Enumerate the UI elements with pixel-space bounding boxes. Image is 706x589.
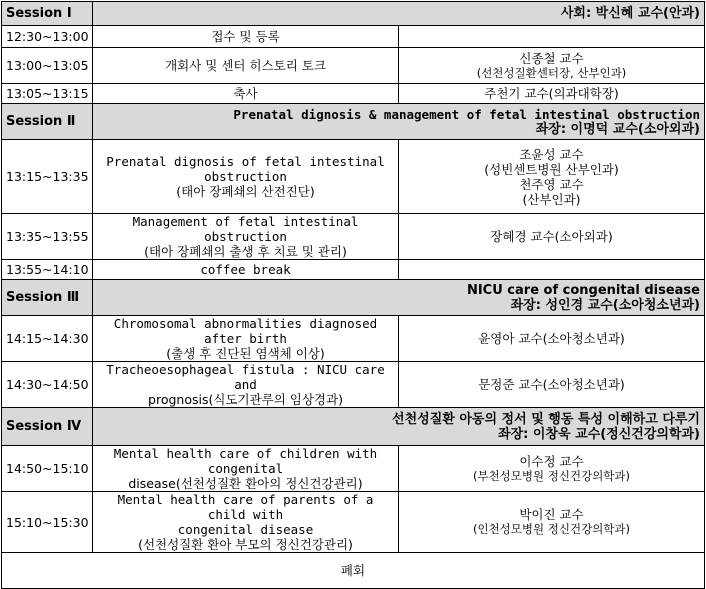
topic-line: prognosis(식도기관루의 임상경과) (148, 392, 343, 407)
row-time: 14:50~15:10 (2, 446, 93, 492)
row-topic (93, 446, 399, 492)
row-time: 13:00~13:05 (2, 48, 93, 84)
closing-label: 폐회 (2, 553, 705, 589)
row-topic: 접수 및 등록 (93, 26, 399, 48)
row-topic (93, 316, 399, 362)
row-time: 15:10~15:30 (2, 492, 93, 553)
speaker-affiliation: (산부인과) (522, 191, 581, 207)
topic-line: (출생 후 진단된 염색체 이상) (166, 346, 325, 361)
topic-line: Mental health care of parents of a child with (117, 492, 374, 522)
speaker-affiliation: (부천성모병원 정신건강의학과) (472, 468, 631, 483)
speaker-name: 천주영 교수 (519, 176, 584, 192)
topic-line: (태아 장폐쇄의 산전진단) (176, 184, 315, 199)
session-chair: 사회: 박신혜 교수(안과) (93, 2, 705, 26)
table-row (2, 48, 705, 84)
session-chair: 좌장: 성인경 교수(소아청소년과) (510, 297, 700, 313)
row-speaker: 문정준 교수(소아청소년과) (399, 362, 705, 408)
speaker-affiliation: (인천성모병원 정신건강의학과) (472, 522, 631, 536)
speaker-name: 신종철 교수 (519, 50, 584, 66)
session-chair: 좌장: 이창욱 교수(정신건강의학과) (498, 426, 700, 442)
topic-line: Management of fetal intestinal obstruction (132, 214, 359, 244)
row-speaker (399, 26, 705, 48)
session-title-block (93, 280, 705, 316)
table-row (2, 492, 705, 553)
session-title-block (93, 104, 705, 140)
speaker-affiliation: (선천성질환센터장, 산부인과) (476, 65, 627, 80)
row-time: 12:30~13:00 (2, 26, 93, 48)
session-title-block (93, 408, 705, 446)
table-row (2, 140, 705, 214)
session-label: Session Ⅰ (2, 2, 93, 26)
topic-line: Tracheoesophageal fistula : NICU care and (106, 362, 385, 392)
row-speaker (399, 446, 705, 492)
row-speaker: 윤영아 교수(소아청소년과) (399, 316, 705, 362)
row-time: 13:05~13:15 (2, 84, 93, 104)
table-row (2, 446, 705, 492)
session-title: 선천성질환 아동의 정서 및 행동 특성 이해하고 다루기 (392, 411, 700, 427)
row-speaker (399, 48, 705, 84)
session-chair: 좌장: 이명덕 교수(소아외과) (535, 121, 700, 137)
session-label: Session Ⅱ (2, 104, 93, 140)
topic-line: Prenatal dignosis of fetal intestinal obstruction (106, 154, 385, 184)
row-speaker (399, 492, 705, 553)
session-header (2, 2, 705, 26)
row-topic (93, 492, 399, 553)
row-time: 14:30~14:50 (2, 362, 93, 408)
topic-line: (태아 장폐쇄의 출생 후 치료 및 관리) (144, 244, 347, 259)
topic-line: (선천성질환 환아 부모의 정신건강관리) (138, 537, 353, 552)
session-title: NICU care of congenital disease (466, 282, 700, 298)
topic-line: Chromosomal abnormalities diagnosed after birth (113, 316, 378, 346)
speaker-affiliation: (성빈센트병원 산부인과) (484, 161, 619, 177)
session-header (2, 280, 705, 316)
table-row (2, 214, 705, 260)
row-time: 13:35~13:55 (2, 214, 93, 260)
row-topic (93, 362, 399, 408)
session-label: Session Ⅳ (2, 408, 93, 446)
session-header (2, 408, 705, 446)
row-speaker (399, 260, 705, 280)
table-row (2, 26, 705, 48)
program-table (1, 1, 705, 589)
speaker-name: 박이진 교수 (519, 507, 584, 522)
row-topic: 개회사 및 센터 히스토리 토크 (93, 48, 399, 84)
table-row (2, 84, 705, 104)
speaker-name: 조윤성 교수 (519, 146, 584, 162)
table-row (2, 260, 705, 280)
closing-row (2, 553, 705, 589)
row-topic (93, 214, 399, 260)
topic-line: disease(선천성질환 환아의 정신건강관리) (128, 476, 363, 491)
row-topic: 축사 (93, 84, 399, 104)
row-speaker (399, 140, 705, 214)
speaker-name: 이수정 교수 (519, 453, 584, 469)
session-label: Session Ⅲ (2, 280, 93, 316)
row-speaker: 장혜경 교수(소아외과) (399, 214, 705, 260)
session-title: Prenatal dignosis & management of fetal intestinal obstruction (233, 106, 700, 122)
row-time: 14:15~14:30 (2, 316, 93, 362)
topic-line: congenital disease (177, 522, 314, 537)
row-topic (93, 140, 399, 214)
table-row (2, 362, 705, 408)
row-time: 13:55~14:10 (2, 260, 93, 280)
table-row (2, 316, 705, 362)
row-speaker: 주천기 교수(의과대학장) (399, 84, 705, 104)
row-topic: coffee break (93, 260, 399, 280)
topic-line: Mental health care of children with congenital (113, 446, 378, 476)
session-header (2, 104, 705, 140)
row-time: 13:15~13:35 (2, 140, 93, 214)
